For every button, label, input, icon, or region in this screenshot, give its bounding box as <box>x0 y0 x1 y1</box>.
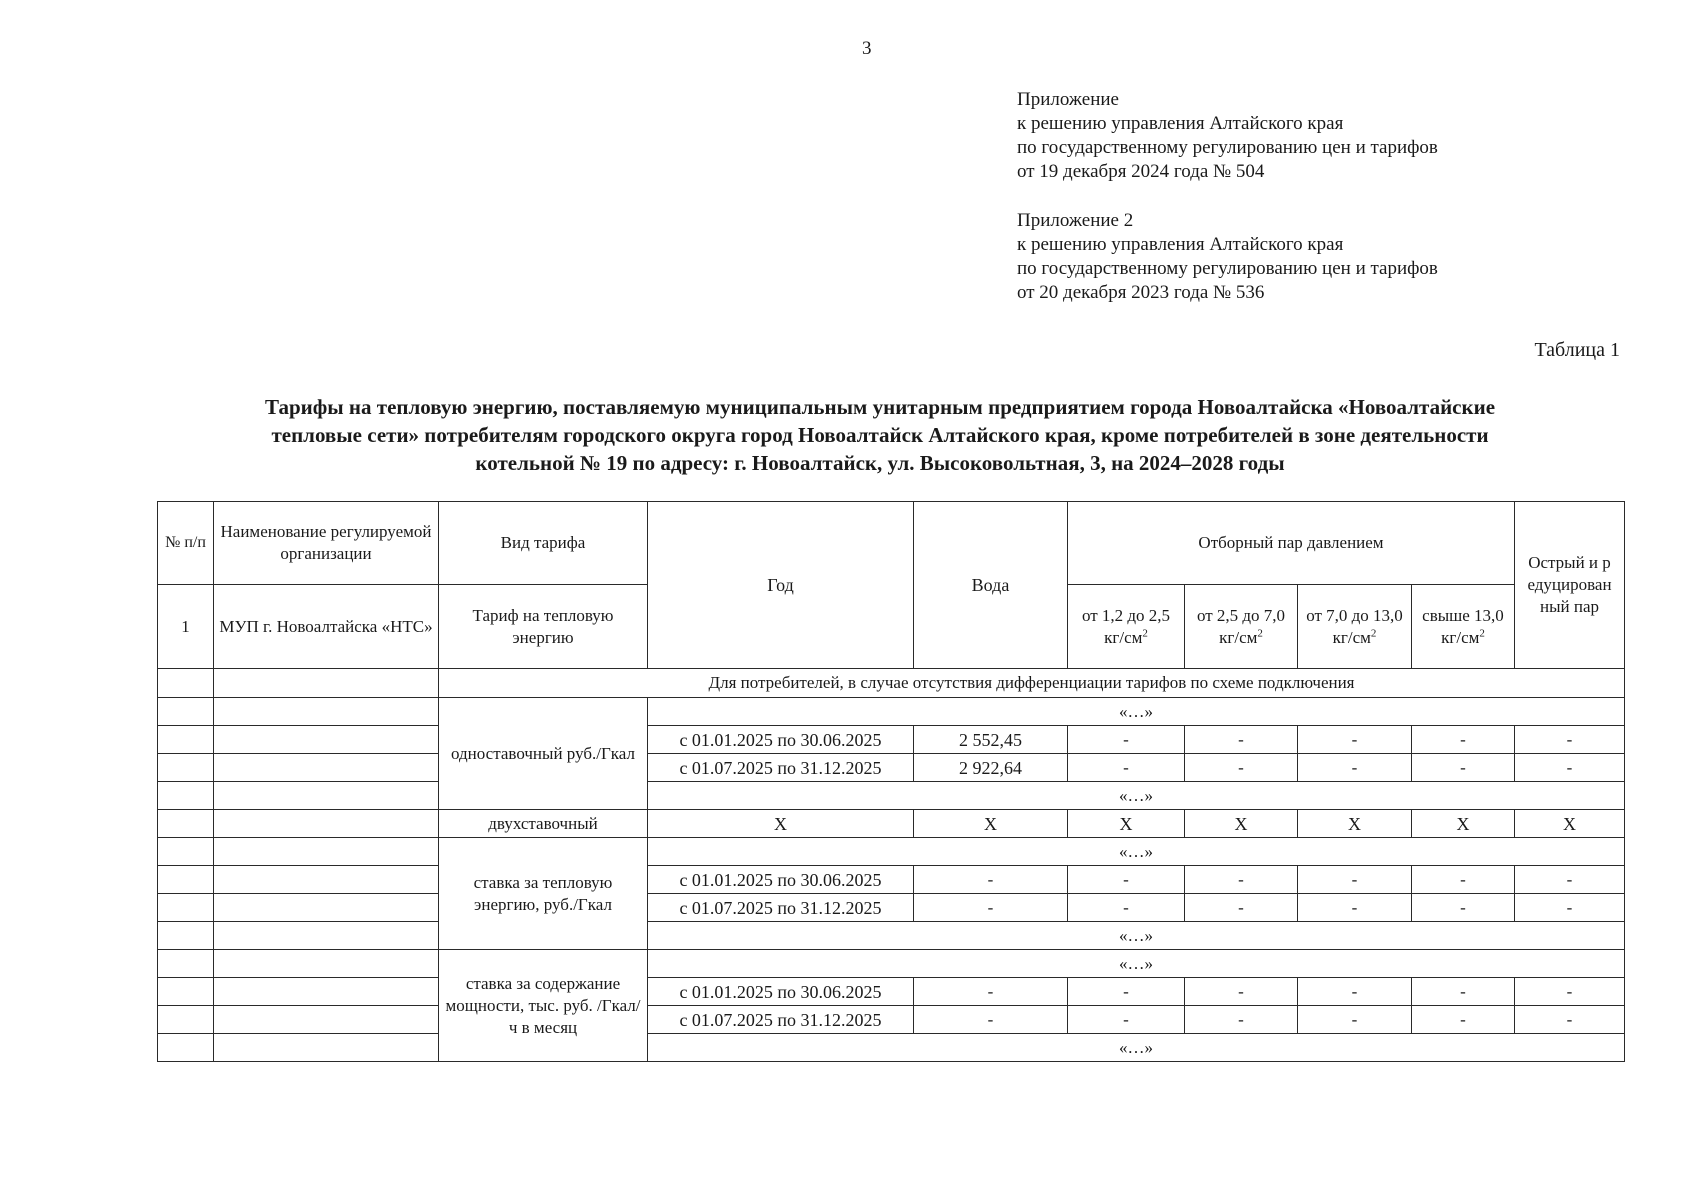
table-cell: X <box>1068 810 1185 838</box>
header-pressure-1 <box>1068 585 1185 669</box>
heat-rate-label: ставка за тепловую энергию, руб./Гкал <box>439 838 648 950</box>
pressure-1-text: от 1,2 до 2,5 кг/см <box>1081 605 1171 647</box>
heat-rate-row-2 <box>158 894 1625 922</box>
capacity-rate-period-1: с 01.01.2025 по 30.06.2025 <box>648 978 914 1006</box>
single-rate-water-2: 2 922,64 <box>914 754 1068 782</box>
approval-2-line-4: от 20 декабря 2023 года № 536 <box>1017 282 1265 303</box>
table-cell: - <box>1185 726 1298 754</box>
heat-rate-row-1 <box>158 866 1625 894</box>
header-pressure-2 <box>1185 585 1298 669</box>
table-cell: - <box>1298 866 1412 894</box>
table-cell: - <box>1185 894 1298 922</box>
header-pressure-4 <box>1412 585 1515 669</box>
org-row-tariff: Тариф на тепловую энергию <box>439 585 648 669</box>
title-line-2: тепловые сети» потребителям городского округа город Новоалтайск Алтайского края, кроме потребителей в зоне деятельности <box>271 423 1489 447</box>
table-number: Таблица 1 <box>1534 339 1620 361</box>
table-cell: - <box>1412 1006 1515 1034</box>
title-line-3: котельной № 19 по адресу: г. Новоалтайск, ул. Высоковольтная, 3, на 2024–2028 годы <box>475 451 1285 475</box>
pressure-1-sup: 2 <box>1142 626 1148 639</box>
single-rate-ellipsis-top: «…» <box>648 698 1625 726</box>
table-cell: X <box>1515 810 1625 838</box>
org-row-num: 1 <box>158 585 214 669</box>
header-org: Наименование регулируемой организации <box>214 502 439 585</box>
table-cell: - <box>1515 1006 1625 1034</box>
heat-rate-period-2: с 01.07.2025 по 31.12.2025 <box>648 894 914 922</box>
org-row-name: МУП г. Новоалтайска «НТС» <box>214 585 439 669</box>
table-cell: - <box>914 894 1068 922</box>
header-row-1 <box>158 502 1625 585</box>
table-cell: - <box>1412 754 1515 782</box>
table-cell: - <box>1068 978 1185 1006</box>
capacity-rate-row-ellipsis-top <box>158 950 1625 978</box>
table-cell: - <box>1515 754 1625 782</box>
heat-rate-row-ellipsis-top <box>158 838 1625 866</box>
table-cell: - <box>1298 978 1412 1006</box>
capacity-rate-ellipsis-bottom: «…» <box>648 1034 1625 1062</box>
single-rate-row-ellipsis-bottom <box>158 782 1625 810</box>
single-rate-water-1: 2 552,45 <box>914 726 1068 754</box>
table-cell: - <box>1068 1006 1185 1034</box>
table-cell: - <box>1515 894 1625 922</box>
table-cell: - <box>914 978 1068 1006</box>
section-row <box>158 669 1625 698</box>
table-cell: - <box>1068 754 1185 782</box>
table-cell: - <box>1185 978 1298 1006</box>
table-cell: X <box>1412 810 1515 838</box>
capacity-rate-period-2: с 01.07.2025 по 31.12.2025 <box>648 1006 914 1034</box>
table-cell: X <box>1298 810 1412 838</box>
pressure-3-text: от 7,0 до 13,0 кг/см <box>1306 605 1403 647</box>
table-cell: - <box>914 1006 1068 1034</box>
heat-rate-row-ellipsis-bottom <box>158 922 1625 950</box>
table-cell: - <box>1515 978 1625 1006</box>
pressure-2-text: от 2,5 до 7,0 кг/см <box>1196 605 1286 647</box>
approval-note-1 <box>1017 88 1438 184</box>
approval-1-line-4: от 19 декабря 2024 года № 504 <box>1017 161 1265 182</box>
single-rate-period-1: с 01.01.2025 по 30.06.2025 <box>648 726 914 754</box>
page-number: 3 <box>862 38 872 59</box>
header-tariff-type: Вид тарифа <box>439 502 648 585</box>
pressure-2-sup: 2 <box>1257 626 1263 639</box>
single-rate-period-2: с 01.07.2025 по 31.12.2025 <box>648 754 914 782</box>
capacity-rate-row-1 <box>158 978 1625 1006</box>
document-title <box>150 393 1610 477</box>
approval-1-line-3: по государственному регулированию цен и тарифов <box>1017 137 1438 158</box>
header-sharp-steam: Острый и редуцированный пар <box>1515 502 1625 669</box>
table-cell: X <box>914 810 1068 838</box>
header-year: Год <box>648 502 914 669</box>
table-cell: - <box>914 866 1068 894</box>
table-cell: - <box>1298 754 1412 782</box>
table-cell: - <box>1515 726 1625 754</box>
table-cell: X <box>1185 810 1298 838</box>
approval-1-line-1: Приложение <box>1017 89 1119 110</box>
pressure-4-sup: 2 <box>1479 626 1485 639</box>
capacity-rate-ellipsis-top: «…» <box>648 950 1625 978</box>
table-cell: - <box>1515 866 1625 894</box>
table-cell: - <box>1412 866 1515 894</box>
table-cell: - <box>1298 894 1412 922</box>
table-cell: - <box>1298 1006 1412 1034</box>
pressure-3-sup: 2 <box>1370 626 1377 639</box>
table-cell: - <box>1068 894 1185 922</box>
heat-rate-ellipsis-bottom: «…» <box>648 922 1625 950</box>
table-cell: - <box>1412 894 1515 922</box>
heat-rate-ellipsis-top: «…» <box>648 838 1625 866</box>
table-cell: - <box>1068 866 1185 894</box>
single-rate-label: одноставочный руб./Гкал <box>439 698 648 810</box>
table-cell: - <box>1185 866 1298 894</box>
capacity-rate-row-2 <box>158 1006 1625 1034</box>
table-cell: - <box>1185 1006 1298 1034</box>
header-pressure-3 <box>1298 585 1412 669</box>
header-water: Вода <box>914 502 1068 669</box>
title-line-1: Тарифы на тепловую энергию, поставляемую муниципальным унитарным предприятием города Новоалтайска «Новоалтайские <box>264 395 1496 419</box>
table-cell: X <box>648 810 914 838</box>
single-rate-ellipsis-bottom: «…» <box>648 782 1625 810</box>
table-cell: - <box>1298 726 1412 754</box>
pressure-4-text: свыше 13,0 кг/см <box>1422 605 1504 647</box>
two-rate-row <box>158 810 1625 838</box>
two-rate-label: двухставочный <box>439 810 648 838</box>
header-steam: Отборный пар давлением <box>1068 502 1515 585</box>
capacity-rate-row-ellipsis-bottom <box>158 1034 1625 1062</box>
approval-2-line-3: по государственному регулированию цен и тарифов <box>1017 258 1438 279</box>
table-cell: - <box>1068 726 1185 754</box>
heat-rate-period-1: с 01.01.2025 по 30.06.2025 <box>648 866 914 894</box>
section-label: Для потребителей, в случае отсутствия дифференциации тарифов по схеме подключения <box>439 669 1625 698</box>
header-num: № п/п <box>158 502 214 585</box>
capacity-rate-label: ставка за содержание мощности, тыс. руб. /Гкал/ч в месяц <box>439 950 648 1062</box>
approval-1-line-2: к решению управления Алтайского края <box>1017 113 1344 134</box>
approval-note-2 <box>1017 209 1438 305</box>
approval-2-line-2: к решению управления Алтайского края <box>1017 234 1344 255</box>
tariff-table <box>157 501 1625 1062</box>
approval-2-line-1: Приложение 2 <box>1017 210 1134 231</box>
single-rate-row-2 <box>158 754 1625 782</box>
table-cell: - <box>1412 978 1515 1006</box>
single-rate-row-ellipsis-top <box>158 698 1625 726</box>
table-cell: - <box>1185 754 1298 782</box>
single-rate-row-1 <box>158 726 1625 754</box>
table-cell: - <box>1412 726 1515 754</box>
